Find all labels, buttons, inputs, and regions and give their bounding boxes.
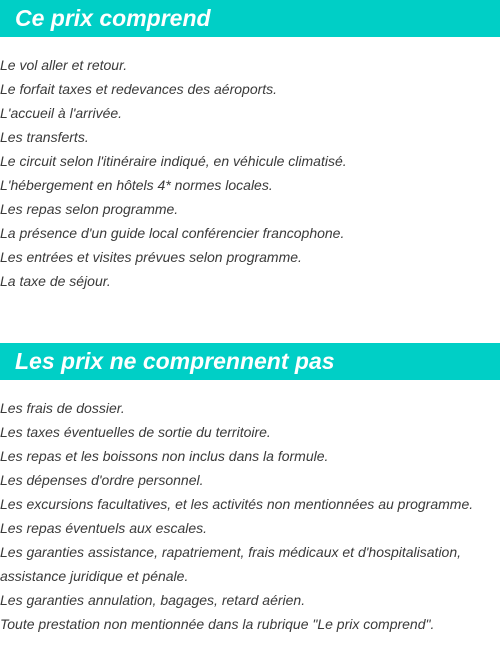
- included-items-list: [0, 53, 500, 293]
- included-section-title: Ce prix comprend: [15, 5, 211, 31]
- included-item: Les repas selon programme.: [0, 201, 179, 217]
- excluded-items-list: [0, 396, 500, 636]
- excluded-item: assistance juridique et pénale.: [0, 568, 189, 584]
- included-section-header: [0, 0, 500, 37]
- excluded-item: Les garanties assistance, rapatriement, frais médicaux et d'hospitalisation,: [0, 544, 462, 560]
- included-item: La taxe de séjour.: [0, 273, 111, 289]
- included-item: Le forfait taxes et redevances des aéroports.: [0, 81, 278, 97]
- excluded-item: Les taxes éventuelles de sortie du territoire.: [0, 424, 271, 440]
- excluded-item: Les repas et les boissons non inclus dans la formule.: [0, 448, 329, 464]
- included-item: L'accueil à l'arrivée.: [0, 105, 123, 121]
- included-item: Les transferts.: [0, 129, 89, 145]
- included-item: Les entrées et visites prévues selon programme.: [0, 249, 302, 265]
- included-item: La présence d'un guide local conférencier francophone.: [0, 225, 345, 241]
- excluded-item: Les garanties annulation, bagages, retard aérien.: [0, 592, 306, 608]
- excluded-item: Toute prestation non mentionnée dans la rubrique "Le prix comprend".: [0, 616, 435, 632]
- included-item: L'hébergement en hôtels 4* normes locales.: [0, 177, 273, 193]
- excluded-item: Les frais de dossier.: [0, 400, 125, 416]
- included-item: Le circuit selon l'itinéraire indiqué, en véhicule climatisé.: [0, 153, 347, 169]
- excluded-section-header: [0, 343, 500, 380]
- excluded-item: Les excursions facultatives, et les activités non mentionnées au programme.: [0, 496, 474, 512]
- excluded-item: Les repas éventuels aux escales.: [0, 520, 208, 536]
- excluded-item: Les dépenses d'ordre personnel.: [0, 472, 204, 488]
- excluded-section-title: Les prix ne comprennent pas: [15, 348, 335, 374]
- included-item: Le vol aller et retour.: [0, 57, 128, 73]
